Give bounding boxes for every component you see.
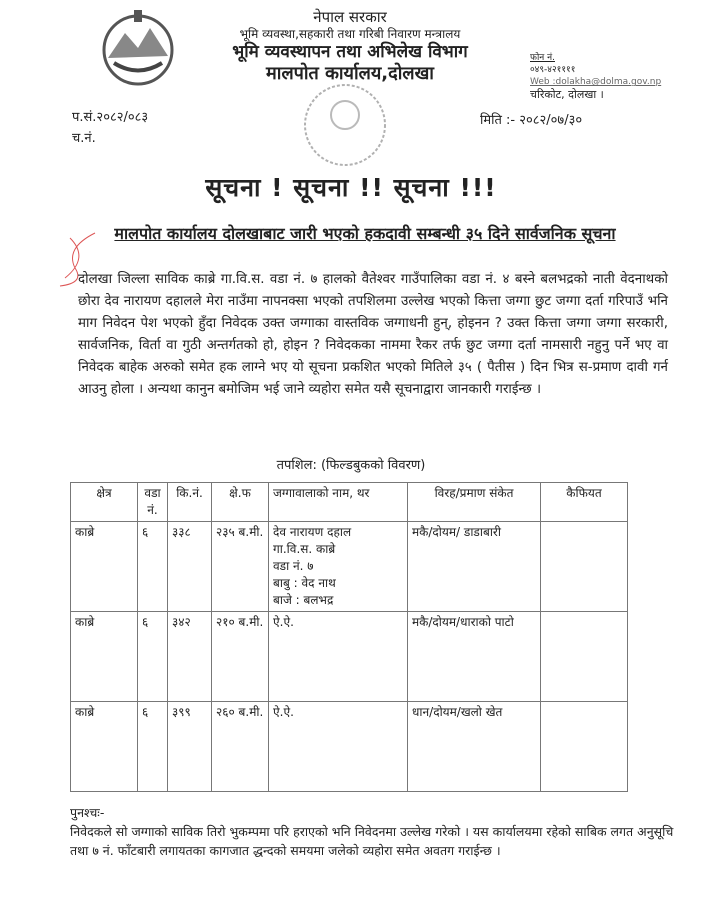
- postscript-label: पुनश्चः-: [70, 805, 105, 820]
- table-cell: [541, 702, 628, 792]
- postscript: [70, 803, 680, 860]
- phone-label: फोन नं.: [530, 53, 555, 63]
- table-title: तपशिल: (फिल्डबुकको विवरण): [276, 458, 426, 473]
- col-header: वडा नं.: [138, 483, 168, 522]
- fieldbook-table: [70, 482, 628, 792]
- table-cell: [541, 612, 628, 702]
- table-cell: काब्रे: [71, 702, 138, 792]
- notice-subject: मालपोत कार्यालय दोलखाबाट जारी भएको हकदावी सम्बन्धी ३५ दिने सार्वजनिक सूचना: [114, 224, 616, 243]
- office-address: चरिकोट, दोलखा ।: [530, 88, 604, 102]
- table-header-row: [71, 483, 628, 522]
- table-cell: ३९९: [168, 702, 212, 792]
- letter-number: प.सं.२०८२/०८३: [72, 110, 149, 125]
- table-row: [71, 702, 628, 792]
- table-cell: काब्रे: [71, 522, 138, 612]
- col-header: विरह/प्रमाण संकेत: [408, 483, 541, 522]
- ministry-name: भूमि व्यवस्था,सहकारी तथा गरिबी निवारण मन्त्रालय: [239, 26, 461, 41]
- contact-info: [530, 52, 661, 103]
- government-name: नेपाल सरकार: [313, 8, 387, 26]
- col-header: कैफियत: [541, 483, 628, 522]
- table-cell: मकै/दोयम/धाराको पाटो: [408, 612, 541, 702]
- col-header: कि.नं.: [168, 483, 212, 522]
- table-cell: ३४२: [168, 612, 212, 702]
- department-name: भूमि व्यवस्थापन तथा अभिलेख विभाग: [232, 41, 468, 62]
- table-cell: २१० ब.मी.: [212, 612, 269, 702]
- table-cell: मकै/दोयम/ डाडाबारी: [408, 522, 541, 612]
- table-cell: ३३८: [168, 522, 212, 612]
- notice-heading: सूचना ! सूचना !! सूचना !!!: [205, 173, 497, 202]
- postscript-text: निवेदकले सो जग्गाको साविक तिरो भुकम्पमा परि हराएको भनि निवेदनमा उल्लेख गरेको । यस कार्यालयमा रहेको साबिक लगत अनुसूचि तथा ७ नं. फाँटबारी लगायतका कागजात द्धन्दको समयमा जलेको व्यहोरा समेत अवतग गराईन्छ ।: [70, 824, 674, 858]
- table-cell: २६० ब.मी.: [212, 702, 269, 792]
- nepal-emblem-logo: [100, 8, 176, 88]
- col-header: क्षेत्र: [71, 483, 138, 522]
- letter-date: मिति :- २०८२/०७/३०: [480, 113, 583, 128]
- table-row: [71, 522, 628, 612]
- reference-block: [72, 108, 148, 150]
- table-cell: ६: [138, 702, 168, 792]
- office-stamp: [290, 80, 400, 170]
- web-address: Web :dolakha@dolma.gov.np: [530, 77, 662, 88]
- table-cell: देव नारायण दहाल गा.वि.स. काब्रे वडा नं. ७ बाबु : वेद नाथ बाजे : बलभद्र: [269, 522, 408, 612]
- table-cell: ६: [138, 612, 168, 702]
- dispatch-number: च.नं.: [72, 130, 96, 146]
- letterhead: [200, 8, 500, 86]
- table-cell: धान/दोयम/खलो खेत: [408, 702, 541, 792]
- office-name: मालपोत कार्यालय,दोलखा: [266, 63, 434, 84]
- table-cell: २३५ ब.मी.: [212, 522, 269, 612]
- table-cell: [541, 522, 628, 612]
- table-cell: काब्रे: [71, 612, 138, 702]
- col-header: क्षे.फ: [212, 483, 269, 522]
- notice-body: दोलखा जिल्ला साविक काब्रे गा.वि.स. वडा नं. ७ हालको वैतेश्वर गाउँपालिका वडा नं. ४ बस्ने बलभद्रको नाती वेदनाथको छोरा देव नारायण दहालले मेरा नाउँमा नापनक्सा भएको तपशिलमा उल्लेख भएको कित्ता जग्गा छुट जग्गा दर्ता गरिपाउँ भनि माग निवेदन पेश भएको हुँदा निवेदक उक्त जग्गाका वास्तविक जग्गाधनी हुन्, होइनन ? उक्त कित्ता जग्गा जग्गा सरकारी, सार्वजनिक, विर्ता वा गुठी अन्तर्गतको हो, होइन ? निवेदकका नाममा रैकर तर्फ छुट जग्गा दर्ता नामसारी नहुनु पर्ने भए वा निवेदक बाहेक अरुको समेत हक लाग्ने भए यो सूचना प्रकशित भएको मितिले ३५ ( पैतीस ) दिन भित्र स-प्रमाण दावी गर्न आउनु होला । अन्यथा कानुन बमोजिम भई जाने व्यहोरा समेत यसै सूचनाद्वारा जानकारी गराईन्छ ।: [78, 272, 668, 397]
- table-cell: ६: [138, 522, 168, 612]
- table-row: [71, 612, 628, 702]
- table-cell: ऐ.ऐ.: [269, 702, 408, 792]
- phone-number: ०४९-४२११११: [530, 65, 576, 76]
- table-cell: ऐ.ऐ.: [269, 612, 408, 702]
- col-header: जग्गावालाको नाम, थर: [269, 483, 408, 522]
